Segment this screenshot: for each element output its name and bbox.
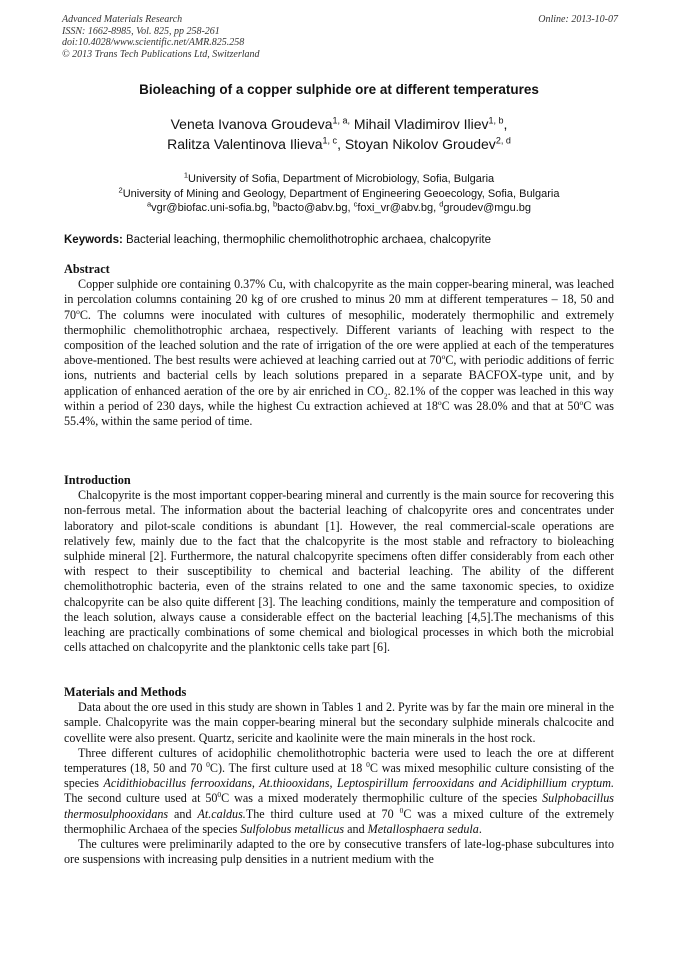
introduction-section: [64, 473, 614, 655]
author-list: Veneta Ivanova Groudeva$^{1, a,}$ Mihail Vladimirov Iliev$^{1, b}$, Ralitza Valentinova Ilieva$^{1, c}$, Stoyan Nikolov Groudev$^{2, d}$: [167, 115, 511, 152]
author-name: Veneta Ivanova Groudeva: [170, 116, 333, 132]
keywords: [64, 234, 624, 246]
journal-doi: doi:10.4028/www.scientific.net/AMR.825.258: [62, 37, 245, 48]
methods-paragraph-3: The cultures were preliminarily adapted to the ore by consecutive transfers of late-log-phase subcultures into ore suspensions with increasing pulp densities in a nutrient medium with the: [64, 837, 614, 867]
methods-paragraph-2: Three different cultures of acidophilic chemolithotrophic bacteria were used to leach the ore at different temperatures (18, 50 and 70 $^0$C). The first culture used at 18 $^0$C was mixed mesophilic culture consisting of the species Acidithiobacillus ferrooxidans, At.thiooxidans, Leptospirillum ferrooxidans and Acidiphillium cryptum. The second culture used at $50^0C$ was a mixed moderately thermophilic culture of the species Sulphobacillus thermosulphooxidans and At.caldus.The third culture used at 70 $^0$C was a mixed culture of the extremely thermophilic Archaea of the species Sulfolobus metallicus and Metallosphaera sedula.: [64, 745, 614, 836]
journal-name: Advanced Materials Research: [62, 14, 183, 25]
introduction-heading: Introduction: [64, 473, 131, 487]
paper-title: Bioleaching of a copper sulphide ore at different temperatures: [139, 82, 539, 97]
journal-copyright: © 2013 Trans Tech Publications Ltd, Switzerland: [62, 48, 260, 60]
affiliation-2: $^2$University of Mining and Geology, Department of Engineering Geoecology, Sofia, Bulgaria: [118, 184, 560, 200]
methods-section: [64, 685, 614, 867]
author-emails: $^a$vgr@biofac.uni-sofia.bg, $^b$bacto@abv.bg, $^c$foxi_vr@abv.bg, $^d$groudev@mgu.bg: [146, 199, 531, 214]
keywords-label: Keywords:: [64, 234, 123, 246]
abstract-text: Copper sulphide ore containing 0.37% Cu, with chalcopyrite as the main copper-bearing mineral, was leached in percolation columns containing 20 kg of ore crushed to minus 20 mm at different temperatures – 18, 50 and 70$^o$C. The columns were inoculated with cultures of mesophilic, moderately thermophilic and extremely thermophilic chemolithotrophic archaea, respectively. Different variants of leaching with respect to the composition of the leached solution and the rate of irrigation of the ore were applied at each of the temperatures above-mentioned. The best results were achieved at leaching carried out at 70$^o$C, with periodic additions of ferric ions, nutrients and bacterial cells by leach solutions prepared in a separate BACFOX-type unit, and by application of enhanced aeration of the ore by air enriched in $CO_2$. 82.1% of the copper was leached in this way within a period of 230 days, while the highest Cu extraction achieved at 18$^o$C was 28.0% and that at 50$^o$C was 55.4%, within the same period of time.: [64, 277, 615, 429]
journal-header: [62, 14, 618, 60]
journal-issn: ISSN: 1662-8985, Vol. 825, pp 258-261: [62, 25, 220, 37]
author-name: Ralitza Valentinova Ilieva: [167, 136, 323, 152]
author-name: , Stoyan Nikolov Groudev: [337, 136, 496, 152]
online-date: Online: 2013-10-07: [538, 14, 618, 25]
introduction-text: Chalcopyrite is the most important copper-bearing mineral and currently is the main source for recovering this non-ferrous metal. The information about the bacterial leaching of chalcopyrite ores and concentrates under laboratory and pilot-scale conditions is abundant [1]. However, the real commercial-scale operations are relatively few, mainly due to the fact that the chalcopyrite is the most stable and refractory to bioleaching sulphide mineral [2]. Furthermore, the natural chalcopyrite specimens often differ considerably from each other with respect to their susceptibility to chemical and bacterial leaching. The ability of the different chemolithotrophic bacteria, even of the strains related to one and the same taxonomic species, to oxidize chalcopyrite can be also quite different [3]. The leaching conditions, mainly the temperature and composition of the leach solution, always cause a considerable effect on the bacterial leaching [4,5].The mechanisms of this leaching are practically combinations of some chemical and biological processes in which both the microbial cells attached on chalcopyrite and the planktonic cells take part [6].: [64, 488, 614, 655]
abstract-heading: Abstract: [64, 262, 110, 276]
abstract-section: [64, 262, 614, 429]
affiliations: [0, 172, 678, 216]
methods-paragraph-1: Data about the ore used in this study are shown in Tables 1 and 2. Pyrite was by far the main ore mineral in the sample. Chalcopyrite was the main copper-bearing mineral but the secondary sulphide minerals chalcocite and covellite were also present. Quartz, sericite and kaolinite were the main minerals in the host rock.: [64, 700, 614, 745]
keywords-text: Bacterial leaching, thermophilic chemolithotrophic archaea, chalcopyrite: [122, 234, 491, 246]
author-name: Mihail Vladimirov Iliev: [350, 116, 489, 132]
affiliation-1: $^1$University of Sofia, Department of Microbiology, Sofia, Bulgaria: [183, 170, 495, 185]
methods-heading: Materials and Methods: [64, 685, 187, 699]
